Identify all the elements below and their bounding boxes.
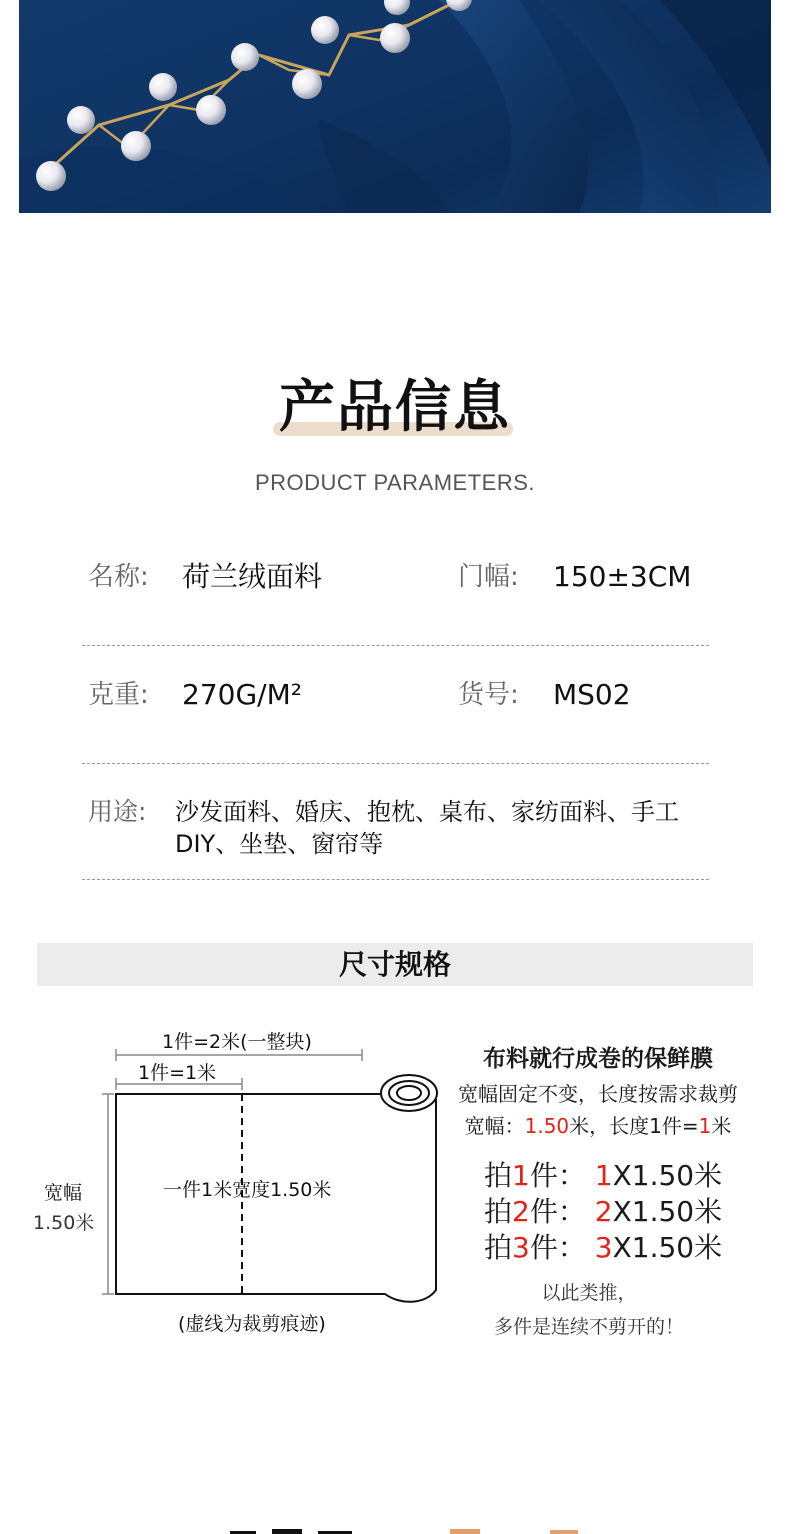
roll-desc: 宽幅固定不变，长度按需求裁剪 xyxy=(458,1082,738,1106)
hero-photo xyxy=(19,0,771,213)
row-suffix: 件： xyxy=(529,1159,586,1192)
note-2: 多件是连续不剪开的！ xyxy=(493,1316,684,1338)
usage-value: 沙发面料、婚庆、抱枕、桌布、家纺面料、手工DIY、坐垫、窗帘等 xyxy=(175,798,679,858)
note-1: 以此类推， xyxy=(541,1282,637,1304)
order-row xyxy=(484,1190,722,1230)
name-label: 名称: xyxy=(88,562,149,592)
row-prefix: 拍 xyxy=(484,1195,513,1228)
spec-line xyxy=(446,1110,750,1139)
spec-width: 1.50 xyxy=(524,1114,570,1138)
dim-two-label: 1件=2米(一整块) xyxy=(162,1031,312,1053)
order-row xyxy=(484,1154,722,1194)
sku-value: MS02 xyxy=(553,678,631,711)
section-title-wrap xyxy=(0,372,790,444)
weight-label: 克重: xyxy=(88,680,149,710)
row-multiplier: 1 xyxy=(594,1159,613,1192)
spec-prefix: 宽幅： xyxy=(464,1114,525,1138)
width-dim-value: 1.50米 xyxy=(33,1212,95,1234)
section-title: 产品信息 xyxy=(279,375,511,440)
divider xyxy=(82,879,709,880)
sku-label: 货号: xyxy=(458,680,519,710)
divider xyxy=(82,645,709,646)
usage-label: 用途: xyxy=(88,797,147,826)
dim-one-label: 1件=1米 xyxy=(138,1062,217,1084)
row-multiplier: 3 xyxy=(594,1231,613,1264)
divider xyxy=(82,763,709,764)
row-size: X1.50米 xyxy=(612,1195,723,1228)
weight-value: 270G/M² xyxy=(182,678,302,711)
row-count: 1 xyxy=(512,1159,530,1192)
fabric-roll-diagram xyxy=(0,1020,460,1320)
row-prefix: 拍 xyxy=(484,1159,513,1192)
spec-unit: 米 xyxy=(711,1114,732,1138)
row-multiplier: 2 xyxy=(594,1195,613,1228)
cut-note: (虚线为裁剪痕迹) xyxy=(178,1313,326,1335)
row-size: X1.50米 xyxy=(612,1231,723,1264)
row-suffix: 件： xyxy=(529,1231,586,1264)
section-subtitle: PRODUCT PARAMETERS. xyxy=(254,470,536,495)
row-count: 3 xyxy=(512,1231,530,1264)
spec-length: 1 xyxy=(698,1114,712,1138)
width-value: 150±3CM xyxy=(553,560,692,593)
center-label: 一件1米宽度1.50米 xyxy=(163,1179,332,1201)
row-prefix: 拍 xyxy=(484,1231,513,1264)
width-label: 门幅: xyxy=(458,562,519,592)
row-suffix: 件： xyxy=(529,1195,586,1228)
next-section-peek xyxy=(200,1522,620,1534)
spec-mid: 米，长度1件= xyxy=(569,1114,699,1138)
row-count: 2 xyxy=(512,1195,530,1228)
name-value: 荷兰绒面料 xyxy=(182,560,323,593)
pearl-fabric-photo xyxy=(19,0,771,213)
order-row xyxy=(484,1226,722,1266)
row-size: X1.50米 xyxy=(612,1159,723,1192)
width-dim-label: 宽幅 xyxy=(44,1182,83,1204)
roll-title: 布料就行成卷的保鲜膜 xyxy=(483,1046,713,1072)
size-heading: 尺寸规格 xyxy=(37,943,753,986)
